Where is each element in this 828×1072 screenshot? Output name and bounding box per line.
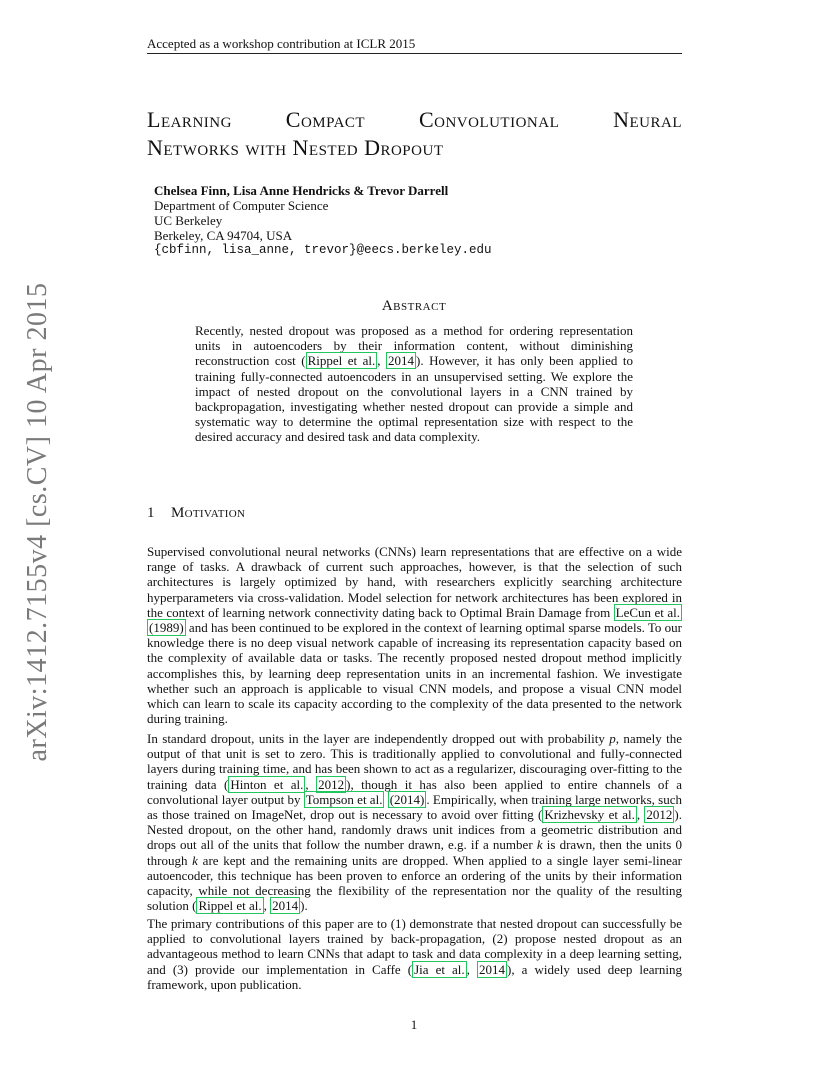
abstract-text: Recently, nested dropout was proposed as a method for ordering representation units in autoencoders by their information content, without diminishing reconstruction cost ( Rippel et al. , 2014 ). However, it has only been applied to training fully-connected autoencoders in an unsupervised setting. We explore the impact of nested dropout on the convolutional layers in a CNN trained by backpropagation, investigating whether nested dropout can provide a simple and systematic way to determine the optimal representation size with respect to the desired accuracy and desired task and data complexity. [195, 323, 634, 445]
author-names: Chelsea Finn, Lisa Anne Hendricks & Trevor Darrell [154, 183, 449, 198]
author-email: {cbfinn, lisa_anne, trevor}@eecs.berkeley.edu [154, 243, 492, 257]
title-line-2: Networks with Nested Dropout [147, 135, 444, 160]
citation-link[interactable]: (2014) [389, 791, 425, 807]
citation-link[interactable]: 2012 [646, 807, 673, 823]
title-line-1: Learning Compact Convolutional Neural [147, 107, 682, 132]
page-number: 1 [410, 1017, 418, 1032]
paper-title [147, 106, 682, 162]
paragraph: Supervised convolutional neural networks (CNNs) learn representations that are effective on a wide range of tasks. A drawback of current such approaches, however, is that the selection of such architectures is largely optimized by hand, with researchers explicitly searching architecture hyperparameters via cross-validation. Model selection for network architectures has been explored in the context of learning network connectivity dating back to Optimal Brain Damage from LeCun et al. (1989) and has been continued to be explored in the context of learning optimal sparse models. To our knowledge there is no deep visual network capable of increasing its representation capacity based on the complexity of available data or tasks. The recently proposed nested dropout method implicitly accomplishes this, by learning deep representation units in an incremental fashion. We investigate whether such an approach is applicable to visual CNN models, and propose a visual CNN model which can learn to scale its capacity according to the complexity of the data presented to the network during training. [147, 544, 683, 727]
conference-header: Accepted as a workshop contribution at ICLR 2015 [147, 36, 416, 51]
citation-link[interactable]: 2014 [272, 898, 299, 914]
citation-link[interactable]: Rippel et al. [307, 353, 376, 369]
citation-link[interactable]: 2014 [478, 961, 505, 977]
section-heading [147, 505, 245, 522]
citation-link[interactable]: Tompson et al. [305, 791, 383, 807]
math-symbol: k [192, 852, 198, 868]
citation-link[interactable]: 2012 [318, 776, 345, 792]
author-department: Department of Computer Science [154, 198, 329, 213]
math-symbol: 0 [675, 837, 682, 853]
author-address: Berkeley, CA 94704, USA [154, 228, 293, 243]
section-title: Motivation [171, 505, 246, 521]
math-symbol: p [609, 731, 616, 746]
header-rule [147, 53, 682, 54]
citation-link[interactable]: Krizhevsky et al. [544, 807, 635, 823]
paragraph: In standard dropout, units in the layer are independently dropped out with probability p, namely the output of that unit is set to zero. This is traditionally applied to convolutional and fully-connected layers during training time, and has been shown to act as a regularizer, discouraging over-fitting to the training data ( Hinton et al. , 2012 ), though it has also been applied to entire channels of a convolutional layer output by Tompson et al. (2014) . Empirically, when training large networks, such as those trained on ImageNet, drop out is necessary to avoid over fitting ( Krizhevsky et al. , 2012 ). Nested dropout, on the other hand, randomly draws unit indices from a geometric distribution and drops out all of the units that follow the number drawn, e.g. if a number k is drawn, then the units 0 through k are kept and the remaining units are dropped. When applied to a single layer semi-linear autoencoder, this technique has been proven to enforce an ordering of the units by their information capacity, while not decreasing the flexibility of the representation nor the quality of the resulting solution ( Rippel et al. , 2014 ). [147, 731, 683, 914]
author-block [154, 183, 492, 258]
citation-link[interactable]: Jia et al. [414, 961, 465, 977]
author-institution: UC Berkeley [154, 213, 223, 228]
paragraph: The primary contributions of this paper are to (1) demonstrate that nested dropout can successfully be applied to convolutional layers trained by back-propagation, (2) propose nested dropout as an advantageous method to learn CNNs that adapt to task and data complexity in a deep learning setting, and (3) provide our implementation in Caffe ( Jia et al. , 2014 ), a widely used deep learning framework, upon publication. [147, 916, 682, 992]
citation-link[interactable]: Hinton et al. [230, 776, 304, 792]
arxiv-stamp[interactable]: arXiv:1412.7155v4 [cs.CV] 10 Apr 2015 [22, 282, 53, 762]
math-symbol: k [536, 837, 543, 853]
citation-link[interactable]: LeCun et al. [615, 604, 680, 620]
citation-link[interactable]: 2014 [388, 353, 415, 369]
citation-link[interactable]: Rippel et al. [198, 898, 262, 914]
citation-link[interactable]: (1989) [149, 620, 184, 636]
section-number: 1 [147, 505, 155, 521]
abstract-heading: Abstract [381, 298, 447, 314]
